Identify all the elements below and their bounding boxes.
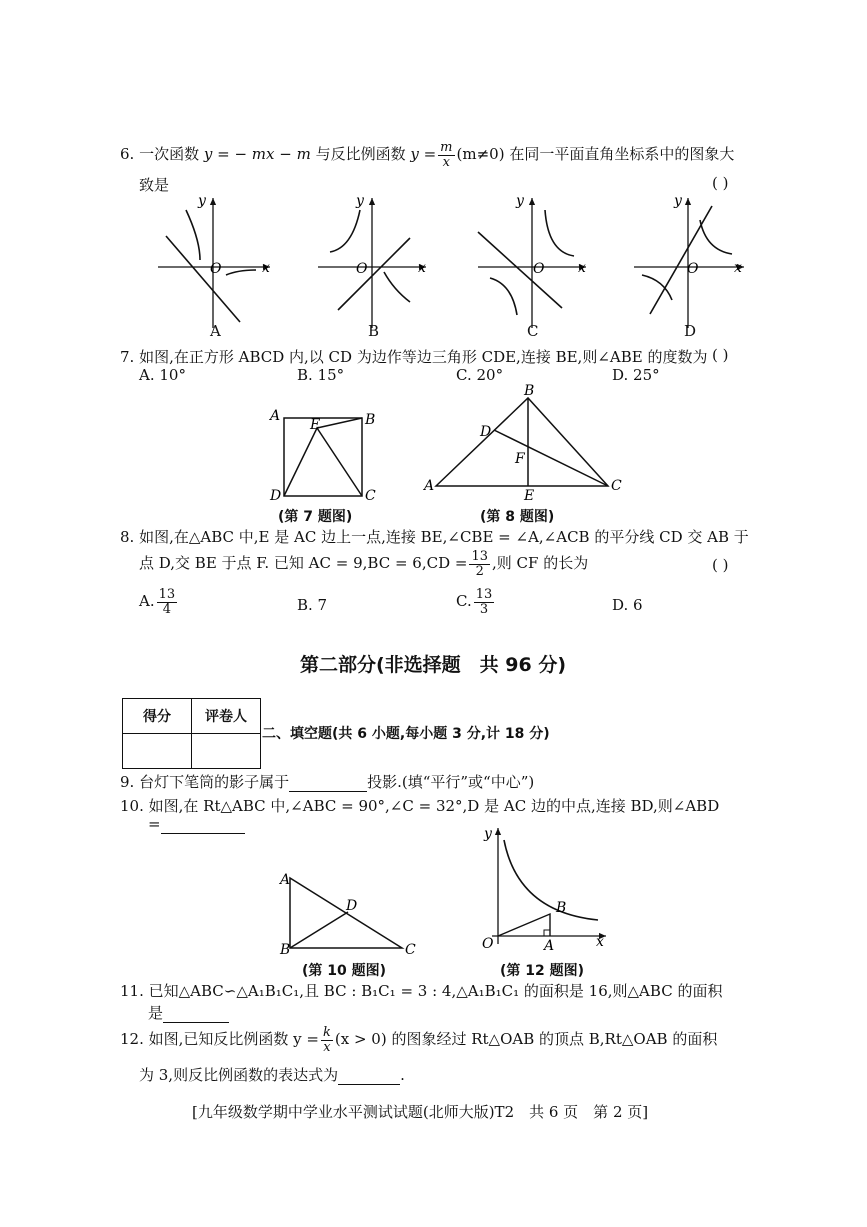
q6-stem-line2: 致是 xyxy=(139,176,170,194)
fig10-label-c: C xyxy=(405,942,416,958)
section2-title: 二、填空题(共 6 小题,每小题 3 分,计 18 分) xyxy=(262,726,550,742)
q7-choice-b: B. 15° xyxy=(297,366,345,384)
q12-stem-line2 xyxy=(139,1064,405,1085)
fig7-caption: (第 7 题图) xyxy=(278,509,353,525)
q8-stem-line1: 8. 如图,在△ABC 中,E 是 AC 边上一点,连接 BE,∠CBE = ∠A,∠ACB 的平分线 CD 交 AB 于 xyxy=(120,528,749,546)
q8-choice-a-den: 4 xyxy=(162,601,172,617)
q8-choice-c xyxy=(456,588,496,616)
q8-cd-num: 13 xyxy=(471,549,488,564)
q6-linear-function: y = − mx − m xyxy=(203,145,311,164)
q6-a-y-label: y xyxy=(198,193,206,209)
q12-text-b: (x > 0) 的图象经过 Rt△OAB 的顶点 B,Rt△OAB 的面积 xyxy=(334,1030,718,1049)
q6-d-origin: O xyxy=(687,261,699,277)
q6-stem-line1 xyxy=(120,141,734,169)
score-table xyxy=(122,698,261,769)
fig12-label-b: B xyxy=(556,900,567,916)
q6-c-origin: O xyxy=(533,261,545,277)
q6-graph-d xyxy=(634,193,744,328)
q7-choice-d: D. 25° xyxy=(612,366,660,384)
part2-title: 第二部分(非选择题 共 96 分) xyxy=(300,654,567,676)
q12-k-fraction xyxy=(321,1026,333,1054)
q12-k-num: k xyxy=(322,1025,331,1040)
q8-choice-c-prefix: C. xyxy=(456,592,472,611)
q6-option-a-label: A xyxy=(210,322,221,340)
q6-b-origin: O xyxy=(356,261,368,277)
figure-10 xyxy=(276,868,426,958)
q12-text-c: 为 3,则反比例函数的表达式为 xyxy=(139,1066,339,1084)
q8-choice-b: B. 7 xyxy=(297,596,328,614)
q6-a-x-label: x xyxy=(262,260,270,276)
fig8-caption: (第 8 题图) xyxy=(480,509,555,525)
q6-inverse-lhs: y = xyxy=(410,145,437,164)
q6-text-a: 一次函数 xyxy=(139,145,204,164)
q8-choice-a-fraction xyxy=(157,588,178,616)
score-cell[interactable] xyxy=(123,734,192,769)
q6-graphs xyxy=(0,190,867,340)
q7-answer-paren: ( ) xyxy=(712,346,729,364)
grader-cell[interactable] xyxy=(192,734,261,769)
q11-text: 是 xyxy=(148,1004,164,1022)
q6-a-origin: O xyxy=(210,261,222,277)
q10-equals: = xyxy=(148,815,161,833)
q6-condition: (m≠0) xyxy=(456,145,505,164)
q6-option-d-label: D xyxy=(684,322,697,340)
q6-text-b: 与反比例函数 xyxy=(310,145,411,164)
q8-stem-line2 xyxy=(139,550,588,578)
score-header: 得分 xyxy=(123,699,192,734)
q10-stem-line2 xyxy=(148,815,245,834)
fig8-label-f: F xyxy=(515,451,525,467)
fig10-caption: (第 10 题图) xyxy=(302,963,387,979)
q12-text-a: 12. 如图,已知反比例函数 y = xyxy=(120,1030,319,1049)
q6-b-x-label: x xyxy=(418,260,426,276)
fig7-label-a: A xyxy=(270,408,281,424)
q8-text-a: 点 D,交 BE 于点 F. 已知 AC = 9,BC = 6,CD = xyxy=(139,554,468,573)
q8-text-b: ,则 CF 的长为 xyxy=(492,554,589,573)
fig12-label-x: x xyxy=(596,934,604,950)
q7-stem: 7. 如图,在正方形 ABCD 内,以 CD 为边作等边三角形 CDE,连接 BE,则∠ABE 的度数为 xyxy=(120,348,708,366)
fig7-label-b: B xyxy=(365,412,376,428)
q9-text-a: 9. 台灯下笔筒的影子属于 xyxy=(120,773,290,791)
q6-text-c: 在同一平面直角坐标系中的图象大 xyxy=(504,145,735,164)
q6-number: 6. xyxy=(120,145,135,164)
q6-option-b-label: B xyxy=(368,322,380,340)
q8-choice-a-num: 13 xyxy=(158,587,176,602)
q8-cd-den: 2 xyxy=(475,563,484,579)
fig10-label-b: B xyxy=(280,942,291,958)
q8-cd-fraction xyxy=(469,550,490,578)
fig12-label-y: y xyxy=(484,826,492,842)
figure-12 xyxy=(478,826,618,956)
q11-answer-blank[interactable] xyxy=(163,1004,229,1023)
q6-graph-a xyxy=(158,193,270,328)
q6-d-y-label: y xyxy=(674,193,682,209)
q7-choice-a: A. 10° xyxy=(139,366,186,384)
figure-7 xyxy=(266,404,386,504)
fig12-label-a: A xyxy=(544,938,555,954)
q12-k-den: x xyxy=(323,1039,331,1055)
q8-choice-a xyxy=(139,588,179,616)
q8-choice-c-num: 13 xyxy=(475,587,493,602)
q6-c-y-label: y xyxy=(516,193,524,209)
q9-stem xyxy=(120,771,534,792)
fig10-label-d: D xyxy=(346,898,358,914)
fig8-label-c: C xyxy=(611,478,622,494)
fig8-label-e: E xyxy=(524,488,535,504)
fig10-label-a: A xyxy=(280,872,291,888)
fig7-label-e: E xyxy=(310,417,321,433)
q8-choice-c-fraction xyxy=(474,588,495,616)
q7-choice-c: C. 20° xyxy=(456,366,504,384)
fig7-label-d: D xyxy=(270,488,282,504)
q12-answer-blank[interactable] xyxy=(338,1066,400,1085)
q6-option-c-label: C xyxy=(527,322,539,340)
q8-choice-d: D. 6 xyxy=(612,596,643,614)
q6-graph-b xyxy=(318,193,426,328)
q8-answer-paren: ( ) xyxy=(712,556,729,574)
q9-answer-blank[interactable] xyxy=(289,773,367,792)
fig7-label-c: C xyxy=(365,488,376,504)
fig8-label-d: D xyxy=(480,424,492,440)
q6-inverse-fraction xyxy=(438,141,454,169)
grader-header: 评卷人 xyxy=(192,699,261,734)
fig12-label-o: O xyxy=(482,936,494,952)
q6-b-y-label: y xyxy=(356,193,364,209)
page-footer: [九年级数学期中学业水平测试试题(北师大版)T2 共 6 页 第 2 页] xyxy=(192,1103,649,1121)
fig8-label-a: A xyxy=(424,478,435,494)
q6-answer-paren: ( ) xyxy=(712,174,729,192)
figure-8 xyxy=(420,383,630,504)
q6-d-x-label: x xyxy=(734,260,742,276)
q11-stem-line2 xyxy=(148,1002,229,1023)
q6-graph-c xyxy=(478,193,586,328)
q10-stem-line1: 10. 如图,在 Rt△ABC 中,∠ABC = 90°,∠C = 32°,D 是 AC 边的中点,连接 BD,则∠ABD xyxy=(120,797,720,815)
q8-choice-a-prefix: A. xyxy=(139,592,155,611)
q12-stem-line1 xyxy=(120,1026,717,1054)
q12-end: . xyxy=(400,1066,405,1084)
fig8-label-b: B xyxy=(524,383,535,399)
q10-answer-blank[interactable] xyxy=(161,815,245,834)
q6-c-x-label: x xyxy=(578,260,586,276)
fig12-caption: (第 12 题图) xyxy=(500,963,585,979)
q11-stem-line1: 11. 已知△ABC∽△A₁B₁C₁,且 BC : B₁C₁ = 3 : 4,△A₁B₁C₁ 的面积是 16,则△ABC 的面积 xyxy=(120,982,723,1000)
q6-frac-den: x xyxy=(442,154,450,170)
q8-choice-c-den: 3 xyxy=(479,601,489,617)
q6-frac-num: m xyxy=(440,140,453,155)
q9-text-b: 投影.(填“平行”或“中心”) xyxy=(367,773,535,791)
